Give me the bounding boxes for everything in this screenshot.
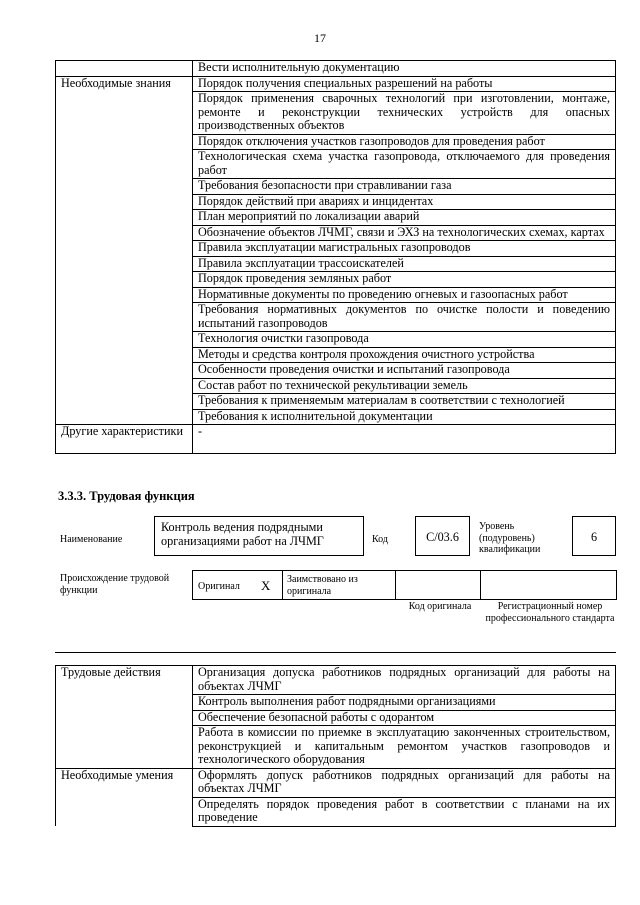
row-text: Оформлять допуск работников подрядных организаций для работы на объектах ЛЧМГ	[193, 768, 616, 797]
row-label: Необходимые умения	[56, 768, 193, 826]
row-label: Необходимые знания	[56, 76, 193, 425]
row-text: Порядок проведения земляных работ	[193, 272, 616, 288]
origin-label: Происхождение трудовой функции	[60, 573, 170, 596]
row-text: Организация допуска работников подрядных организаций для работы на объектах ЛЧМГ	[193, 666, 616, 695]
row-text: План мероприятий по локализации аварий	[193, 210, 616, 226]
row-text: Технология очистки газопровода	[193, 332, 616, 348]
reg-number-label: Регистрационный номер профессионального стандарта	[485, 601, 615, 624]
row-label	[56, 61, 193, 77]
row-text: Порядок получения специальных разрешений на работы	[193, 76, 616, 92]
table-row	[56, 768, 616, 797]
row-text: Порядок применения сварочных технологий при изготовлении, монтаже, ремонте и реконструкции технических устройств для опасных производственных объектов	[193, 92, 616, 135]
row-text: Контроль выполнения работ подрядными организациями	[193, 695, 616, 711]
divider	[480, 571, 481, 599]
original-mark: X	[261, 578, 271, 593]
name-label: Наименование	[60, 534, 123, 545]
function-code-box	[415, 516, 470, 556]
row-text: Порядок отключения участков газопроводов для проведения работ	[193, 134, 616, 150]
row-text: Работа в комиссии по приемке в эксплуатацию законченных строительством, реконструкцией и капитальным ремонтом участков газопроводов и технологического оборудования	[193, 726, 616, 769]
original-label: Оригинал	[198, 581, 240, 592]
row-text: Порядок действий при авариях и инцидентах	[193, 194, 616, 210]
row-text: Определять порядок проведения работ в соответствии с планами на их проведение	[193, 797, 616, 826]
level-box	[572, 516, 616, 556]
borrowed-label: Заимствовано из оригинала	[287, 574, 358, 597]
divider	[282, 571, 283, 599]
row-text: Методы и средства контроля прохождения очистного устройства	[193, 347, 616, 363]
level-label: Уровень (подуровень) квалификации	[479, 521, 541, 555]
row-text: Вести исполнительную документацию	[193, 61, 616, 77]
row-text: Правила эксплуатации трассоискателей	[193, 256, 616, 272]
code-original-label: Код оригинала	[408, 601, 472, 612]
table-row	[56, 666, 616, 695]
function-name: Контроль ведения подрядными организациями работ на ЛЧМГ	[161, 520, 324, 548]
separator-line	[55, 652, 616, 653]
row-text: Состав работ по технической рекультивации земель	[193, 378, 616, 394]
page-number: 17	[314, 31, 326, 45]
row-text: Обеспечение безопасной работы с одорантом	[193, 710, 616, 726]
function-name-box	[154, 516, 364, 556]
row-text: Особенности проведения очистки и испытаний газопровода	[193, 363, 616, 379]
row-text: Обозначение объектов ЛЧМГ, связи и ЭХЗ на технологических схемах, картах	[193, 225, 616, 241]
table-row	[56, 76, 616, 92]
code-label: Код	[372, 534, 388, 545]
table-row	[56, 425, 616, 454]
row-text: Технологическая схема участка газопровода, отключаемого для проведения работ	[193, 150, 616, 179]
row-text: Требования нормативных документов по очистке полости и поведению испытаний газопроводов	[193, 303, 616, 332]
knowledge-table	[55, 60, 616, 454]
row-text: Требования к применяемым материалам в соответствии с технологией	[193, 394, 616, 410]
table-row	[56, 61, 616, 77]
row-label: Другие характеристики	[56, 425, 193, 454]
row-text: Нормативные документы по проведению огневых и газоопасных работ	[193, 287, 616, 303]
level-value: 6	[590, 530, 598, 544]
row-text: -	[193, 425, 616, 454]
function-code: С/03.6	[426, 530, 459, 544]
row-text: Требования к исполнительной документации	[193, 409, 616, 425]
origin-row	[192, 570, 617, 600]
actions-table	[55, 665, 616, 827]
row-label: Трудовые действия	[56, 666, 193, 769]
section-title: 3.3.3. Трудовая функция	[58, 489, 195, 503]
row-text: Требования безопасности при стравливании газа	[193, 179, 616, 195]
row-text: Правила эксплуатации магистральных газопроводов	[193, 241, 616, 257]
divider	[395, 571, 396, 599]
